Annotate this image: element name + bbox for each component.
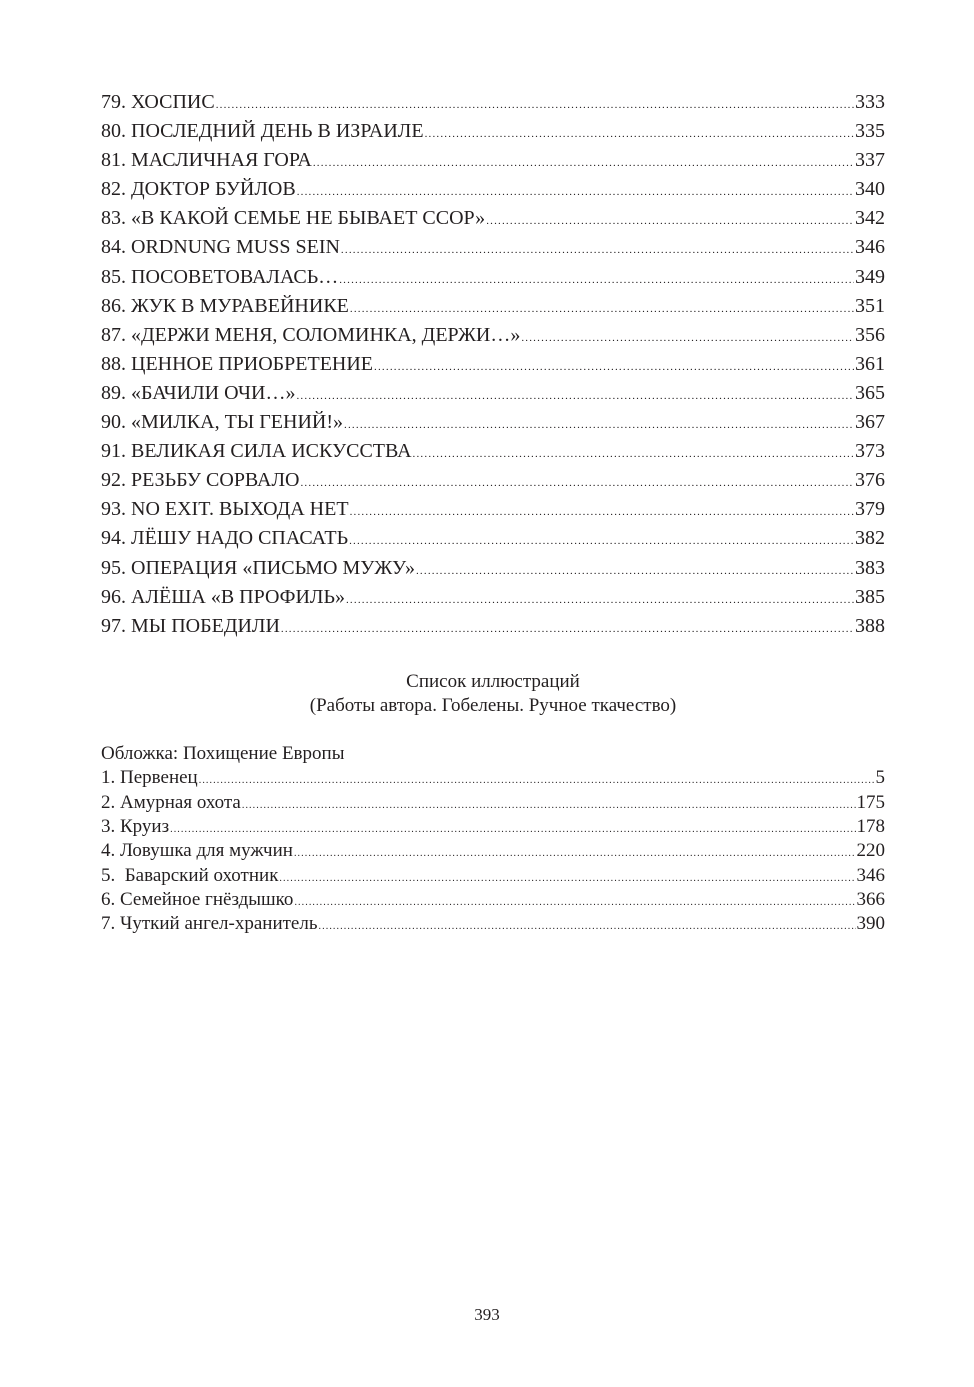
toc-entry-title: 87. «ДЕРЖИ МЕНЯ, СОЛОМИНКА, ДЕРЖИ…»	[101, 323, 521, 346]
dot-leader	[216, 91, 854, 120]
toc-entry-title: 93. NO EXIT. ВЫХОДА НЕТ	[101, 498, 349, 521]
dot-leader	[341, 236, 854, 265]
toc-entry	[101, 437, 885, 466]
illustration-title: 6. Семейное гнёздышко	[101, 888, 294, 910]
illustration-entry	[101, 766, 885, 790]
toc-entry-page: 356	[855, 323, 885, 346]
toc-entry	[101, 117, 885, 146]
dot-leader	[199, 769, 875, 793]
illustration-page: 346	[856, 864, 885, 886]
toc-entry	[101, 612, 885, 641]
dot-leader	[349, 527, 854, 556]
dot-leader	[425, 120, 854, 149]
dot-leader	[297, 178, 854, 207]
toc-entry	[101, 466, 885, 495]
toc-entry	[101, 321, 885, 350]
illustration-entry	[101, 815, 885, 839]
toc-entry	[101, 292, 885, 321]
illustration-page: 366	[856, 888, 885, 910]
illustration-page: 390	[856, 913, 885, 935]
dot-leader	[486, 207, 854, 236]
toc-entry-title: 81. МАСЛИЧНАЯ ГОРА	[101, 149, 312, 172]
toc-entry-title: 94. ЛЁШУ НАДО СПАСАТЬ	[101, 527, 349, 550]
toc-entry-page: 346	[855, 236, 885, 259]
dot-leader	[346, 586, 854, 615]
toc-entry-page: 367	[855, 411, 885, 434]
illustration-title: 5. Баварский охотник	[101, 864, 279, 886]
toc-entry	[101, 554, 885, 583]
toc-entry-title: 90. «МИЛКА, ТЫ ГЕНИЙ!»	[101, 411, 344, 434]
illustration-title: 1. Первенец	[101, 767, 198, 789]
illustrations-heading: Список иллюстраций	[406, 671, 580, 692]
toc-entry	[101, 408, 885, 437]
illustration-title: 3. Круиз	[101, 815, 170, 837]
toc-entry	[101, 350, 885, 379]
illustration-title: 7. Чуткий ангел-хранитель	[101, 913, 318, 935]
table-of-contents	[101, 88, 885, 641]
toc-entry-page: 365	[855, 381, 885, 404]
illustration-entry	[101, 912, 885, 936]
toc-entry-title: 89. «БАЧИЛИ ОЧИ…»	[101, 381, 296, 404]
toc-entry	[101, 146, 885, 175]
illustration-page: 175	[856, 791, 885, 813]
dot-leader	[313, 149, 854, 178]
toc-entry-page: 340	[855, 178, 885, 201]
toc-entry-page: 385	[855, 585, 885, 608]
toc-entry-page: 337	[855, 149, 885, 172]
illustration-title: 2. Амурная охота	[101, 791, 241, 813]
dot-leader	[279, 867, 855, 891]
illustration-entry	[101, 839, 885, 863]
toc-entry-title: 88. ЦЕННОЕ ПРИОБРЕТЕНИЕ	[101, 352, 374, 375]
toc-entry-title: 92. РЕЗЬБУ СОРВАЛО	[101, 469, 300, 492]
dot-leader	[374, 353, 854, 382]
cover-illustration: Обложка: Похищение Европы	[101, 743, 345, 764]
toc-entry-page: 361	[855, 352, 885, 375]
toc-entry	[101, 88, 885, 117]
toc-entry-title: 85. ПОСОВЕТОВАЛАСЬ…	[101, 265, 339, 288]
toc-entry	[101, 233, 885, 262]
dot-leader	[339, 266, 854, 295]
dot-leader	[319, 915, 856, 939]
toc-entry	[101, 263, 885, 292]
toc-entry-page: 333	[855, 91, 885, 113]
toc-entry-title: 80. ПОСЛЕДНИЙ ДЕНЬ В ИЗРАИЛЕ	[101, 120, 424, 143]
toc-entry	[101, 379, 885, 408]
illustration-page: 220	[856, 840, 885, 862]
dot-leader	[344, 411, 854, 440]
toc-entry	[101, 583, 885, 612]
toc-entry-title: 82. ДОКТОР БУЙЛОВ	[101, 178, 296, 201]
toc-entry-page: 382	[855, 527, 885, 550]
toc-entry	[101, 175, 885, 204]
toc-entry-title: 96. АЛЁША «В ПРОФИЛЬ»	[101, 585, 345, 608]
toc-entry	[101, 495, 885, 524]
dot-leader	[296, 382, 854, 411]
toc-entry-page: 335	[855, 120, 885, 143]
toc-entry-page: 342	[855, 207, 885, 230]
dot-leader	[294, 891, 855, 915]
dot-leader	[294, 842, 856, 866]
toc-entry-title: 97. МЫ ПОБЕДИЛИ	[101, 614, 280, 637]
page-number: 393	[474, 1305, 500, 1324]
toc-entry-page: 373	[855, 440, 885, 463]
illustrations-subheading: (Работы автора. Гобелены. Ручное ткачество)	[309, 695, 677, 716]
toc-entry-title: 91. ВЕЛИКАЯ СИЛА ИСКУССТВА	[101, 440, 412, 463]
toc-entry-title: 95. ОПЕРАЦИЯ «ПИСЬМО МУЖУ»	[101, 556, 415, 579]
dot-leader	[350, 498, 854, 527]
toc-entry	[101, 204, 885, 233]
illustrations-list	[101, 742, 885, 936]
dot-leader	[300, 469, 854, 498]
illustration-title: 4. Ловушка для мужчин	[101, 840, 293, 862]
toc-entry-page: 349	[855, 265, 885, 288]
toc-entry-page: 379	[855, 498, 885, 521]
dot-leader	[416, 557, 854, 586]
toc-entry-title: 83. «В КАКОЙ СЕМЬЕ НЕ БЫВАЕТ ССОР»	[101, 207, 486, 230]
illustration-page: 178	[856, 815, 885, 837]
toc-entry	[101, 524, 885, 553]
toc-entry-title: 84. ORDNUNG MUSS SEIN	[101, 236, 340, 259]
toc-entry-title: 79. ХОСПИС	[101, 91, 215, 113]
dot-leader	[413, 440, 854, 469]
illustration-entry	[101, 888, 885, 912]
toc-entry-page: 376	[855, 469, 885, 492]
dot-leader	[281, 615, 854, 644]
illustration-entry	[101, 864, 885, 888]
dot-leader	[242, 794, 856, 818]
illustration-page: 5	[875, 767, 885, 789]
toc-entry-page: 388	[855, 614, 885, 637]
dot-leader	[521, 324, 854, 353]
illustration-entry	[101, 791, 885, 815]
toc-entry-page: 383	[855, 556, 885, 579]
toc-entry-title: 86. ЖУК В МУРАВЕЙНИКЕ	[101, 294, 349, 317]
toc-entry-page: 351	[855, 294, 885, 317]
dot-leader	[350, 295, 854, 324]
